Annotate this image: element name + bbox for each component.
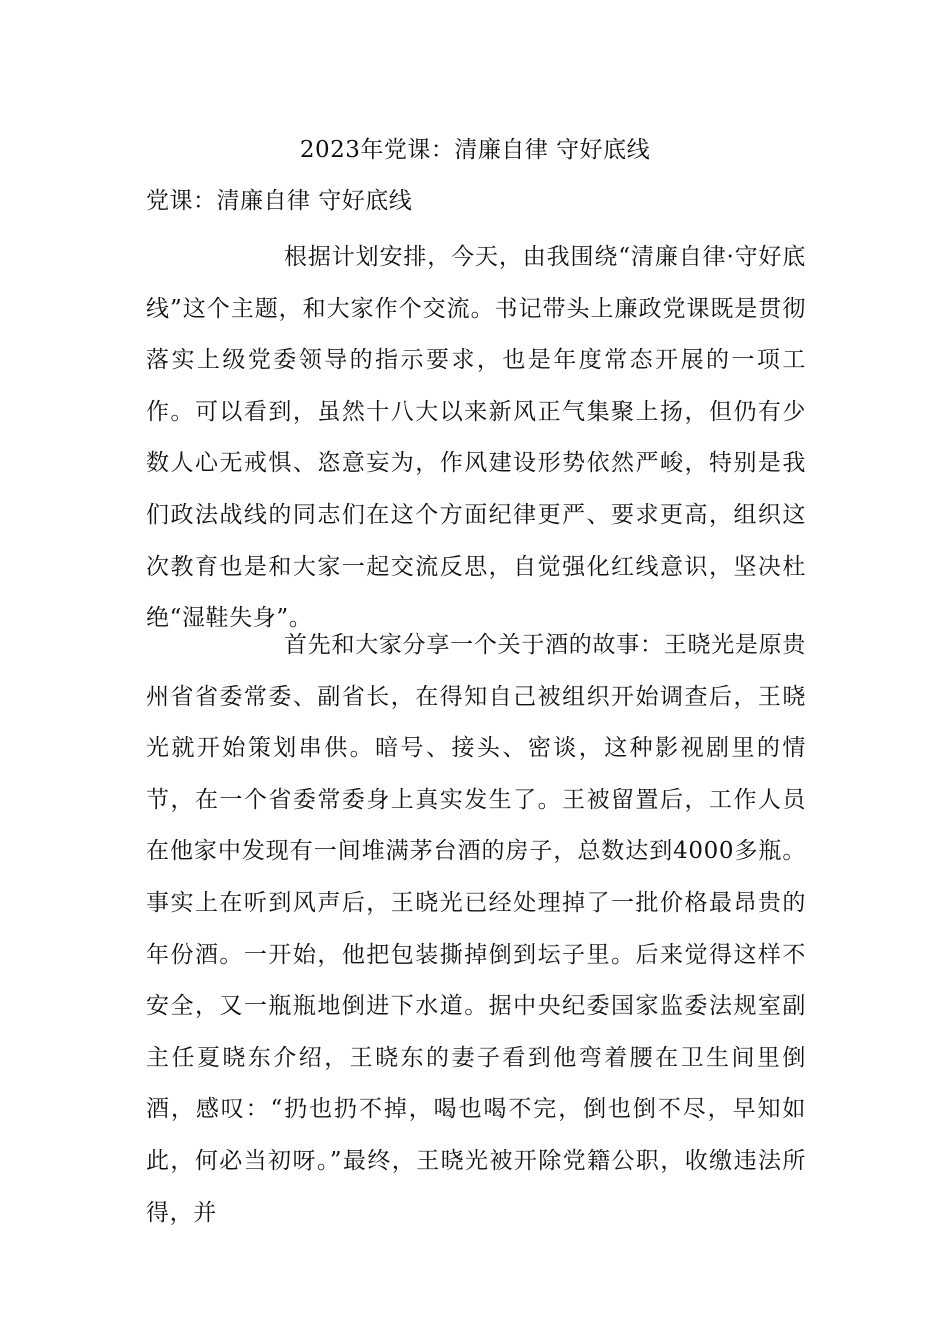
paragraph-intro: 根据计划安排，今天，由我围绕“清廉自律·守好底线”这个主题，和大家作个交流。书记带头上廉政党课既是贯彻落实上级党委领导的指示要求，也是年度常态开展的一项工作。可以看到，虽然十八大以来新风正气集聚上扬，但仍有少数人心无戒惧、恣意妄为，作风建设形势依然严峻，特别是我们政法战线的同志们在这个方面纪律更严、要求更高，组织这次教育也是和大家一起交流反思，自觉强化红线意识，坚决杜绝“湿鞋失身”。 bbox=[146, 244, 806, 632]
document-title: 2023年党课：清廉自律 守好底线 bbox=[299, 137, 651, 163]
document-subtitle: 党课：清廉自律 守好底线 bbox=[146, 188, 413, 214]
paragraph-story: 首先和大家分享一个关于酒的故事：王晓光是原贵州省省委常委、副省长，在得知自己被组织开始调查后，王晓光就开始策划串供。暗号、接头、密谈，这种影视剧里的情节，在一个省委常委身上真实发生了。王被留置后，工作人员在他家中发现有一间堆满茅台酒的房子，总数达到4000多瓶。事实上在听到风声后，王晓光已经处理掉了一批价格最昂贵的年份酒。一开始，他把包装撕掉倒到坛子里。后来觉得这样不安全，又一瓶瓶地倒进下水道。据中央纪委国家监委法规室副主任夏晓东介绍，王晓东的妻子看到他弯着腰在卫生间里倒酒，感叹：“扔也扔不掉，喝也喝不完，倒也倒不尽，早知如此，何必当初呀。”最终，王晓光被开除党籍公职，收缴违法所得，并 bbox=[146, 632, 806, 1226]
